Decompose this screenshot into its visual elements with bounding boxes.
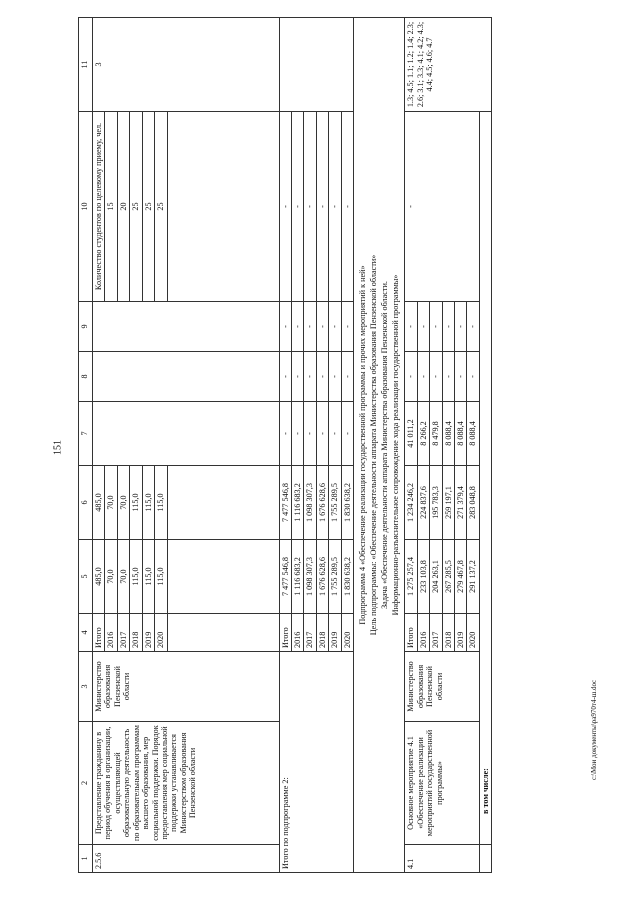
col-header: 1 bbox=[79, 845, 93, 873]
row-number: 2.5.6 bbox=[93, 845, 280, 873]
value-cell: - bbox=[279, 352, 291, 402]
value-cell: 8 266,2 bbox=[417, 402, 429, 466]
year-cell: 2017 bbox=[430, 614, 442, 652]
indicator-value: 20 bbox=[117, 112, 129, 302]
value-cell: 41 011,2 bbox=[405, 402, 417, 466]
value-cell: 283 048,8 bbox=[467, 466, 479, 540]
value-cell: 70,0 bbox=[105, 466, 117, 540]
executor: Министерство образования Пензенской области bbox=[405, 652, 480, 722]
value-cell: 1 234 246,2 bbox=[405, 466, 417, 540]
value-cell: - bbox=[329, 352, 341, 402]
value-cell: 7 477 546,8 bbox=[279, 540, 291, 614]
value-cell: - bbox=[341, 112, 353, 302]
value-cell: 115,0 bbox=[130, 466, 142, 540]
year-cell: 2020 bbox=[341, 614, 353, 652]
value-cell: 70,0 bbox=[117, 540, 129, 614]
value-cell: 233 103,8 bbox=[417, 540, 429, 614]
value-cell: - bbox=[341, 352, 353, 402]
including-label: в том числе: bbox=[479, 112, 491, 845]
value-cell: 1 116 683,2 bbox=[291, 466, 303, 540]
indicator-value: 25 bbox=[130, 112, 142, 302]
value-cell: 271 379,4 bbox=[455, 466, 467, 540]
link-cell: 1.3; 4.5; 1.1; 1.2; 1.4; 2.3; 2.6; 3.1; 3.3; 4.1; 4.2; 4.3; 4.4; 4.5; 4.6; 4.7 bbox=[405, 18, 492, 112]
subtotal-row bbox=[279, 18, 291, 873]
value-cell: - bbox=[405, 302, 417, 352]
indicator-value: 25 bbox=[155, 112, 167, 302]
year-cell: Итого bbox=[405, 614, 417, 652]
link-cell: 3 bbox=[93, 18, 280, 112]
value-cell bbox=[167, 540, 279, 614]
indicator-cell: - bbox=[405, 112, 480, 302]
value-cell: 8 088,4 bbox=[455, 402, 467, 466]
table-row bbox=[405, 18, 417, 873]
year-cell: 2018 bbox=[316, 614, 328, 652]
value-cell: 1 830 638,2 bbox=[341, 540, 353, 614]
value-cell: - bbox=[341, 302, 353, 352]
value-cell: - bbox=[467, 352, 479, 402]
value-cell: 279 467,8 bbox=[455, 540, 467, 614]
value-cell: - bbox=[304, 112, 316, 302]
value-cell: 195 783,3 bbox=[430, 466, 442, 540]
value-cell: 485,0 bbox=[93, 466, 105, 540]
col-header: 10 bbox=[79, 112, 93, 302]
subtotal-label: Итого по подпрограмме 2: bbox=[279, 652, 354, 873]
value-cell: 1 098 307,3 bbox=[304, 466, 316, 540]
value-cell: 1 676 628,6 bbox=[316, 540, 328, 614]
year-cell: 2016 bbox=[105, 614, 117, 652]
value-cell: 1 830 638,2 bbox=[341, 466, 353, 540]
col-header: 11 bbox=[79, 18, 93, 112]
value-cell: - bbox=[417, 352, 429, 402]
value-cell: - bbox=[304, 352, 316, 402]
value-cell: - bbox=[329, 402, 341, 466]
value-cell: 1 755 289,5 bbox=[329, 466, 341, 540]
executor: Министерство образования Пензенской области bbox=[93, 652, 280, 722]
subprogram-task: Задача «Обеспечение деятельности аппарата Министерства образования Пензенской области. bbox=[380, 281, 390, 609]
year-cell: 2019 bbox=[142, 614, 154, 652]
value-cell: 8 479,8 bbox=[430, 402, 442, 466]
value-cell: 267 285,5 bbox=[442, 540, 454, 614]
measure-name: Основное мероприятие 4.1 «Обеспечение реализации мероприятий государственной программы» bbox=[405, 722, 480, 845]
value-cell: 115,0 bbox=[142, 540, 154, 614]
year-cell: 2019 bbox=[455, 614, 467, 652]
value-cell: - bbox=[442, 302, 454, 352]
col-header: 2 bbox=[79, 722, 93, 845]
col-header: 8 bbox=[79, 352, 93, 402]
value-cell: - bbox=[316, 302, 328, 352]
col-header: 4 bbox=[79, 614, 93, 652]
value-cell: 115,0 bbox=[142, 466, 154, 540]
year-cell: 2020 bbox=[155, 614, 167, 652]
value-cell: - bbox=[316, 352, 328, 402]
subprogram-title: Подпрограмма 4 «Обеспечение реализации государственной программы и прочих мероприятий к ней» bbox=[358, 265, 368, 625]
link-cell bbox=[279, 18, 354, 112]
value-cell: 1 755 289,5 bbox=[329, 540, 341, 614]
value-cell: 8 088,4 bbox=[467, 402, 479, 466]
year-cell: 2017 bbox=[117, 614, 129, 652]
indicator-value: 25 bbox=[142, 112, 154, 302]
value-cell: - bbox=[279, 302, 291, 352]
subprogram-heading bbox=[354, 18, 405, 873]
col-header: 9 bbox=[79, 302, 93, 352]
value-cell bbox=[93, 302, 280, 352]
value-cell bbox=[167, 466, 279, 540]
value-cell: - bbox=[430, 302, 442, 352]
value-cell: - bbox=[417, 302, 429, 352]
value-cell: - bbox=[291, 112, 303, 302]
value-cell: 204 263,1 bbox=[430, 540, 442, 614]
year-cell: 2016 bbox=[291, 614, 303, 652]
value-cell: - bbox=[329, 112, 341, 302]
value-cell: - bbox=[442, 352, 454, 402]
year-cell bbox=[167, 614, 279, 652]
value-cell: - bbox=[291, 352, 303, 402]
table-row bbox=[479, 18, 491, 873]
value-cell: - bbox=[316, 402, 328, 466]
value-cell: - bbox=[341, 402, 353, 466]
value-cell: 115,0 bbox=[130, 540, 142, 614]
value-cell: 259 197,1 bbox=[442, 466, 454, 540]
value-cell: - bbox=[316, 112, 328, 302]
indicator-cell: Количество студентов по целевому приему, чел. bbox=[93, 112, 105, 302]
indicator-value bbox=[167, 112, 279, 302]
year-cell: 2018 bbox=[130, 614, 142, 652]
col-header: 3 bbox=[79, 652, 93, 722]
value-cell bbox=[93, 352, 280, 402]
col-header: 7 bbox=[79, 402, 93, 466]
value-cell: 7 477 546,8 bbox=[279, 466, 291, 540]
value-cell: 70,0 bbox=[105, 540, 117, 614]
year-cell: 2017 bbox=[304, 614, 316, 652]
year-cell: Итого bbox=[93, 614, 105, 652]
value-cell: 115,0 bbox=[155, 466, 167, 540]
value-cell: - bbox=[279, 112, 291, 302]
value-cell: 485,0 bbox=[93, 540, 105, 614]
year-cell: 2019 bbox=[329, 614, 341, 652]
subprogram-task-cont: Информационно-разъяснительное сопровождение хода реализации государственной программы» bbox=[391, 274, 401, 616]
value-cell: 224 837,6 bbox=[417, 466, 429, 540]
value-cell: - bbox=[291, 402, 303, 466]
subprogram-goal: Цель подпрограммы: «Обеспечение деятельности аппарата Министерства образования Пензенской области» bbox=[369, 254, 379, 636]
value-cell: - bbox=[405, 352, 417, 402]
value-cell: 1 116 683,2 bbox=[291, 540, 303, 614]
document-sheet bbox=[78, 18, 581, 873]
measure-name: Представление гражданину в период обучения в организации, осуществляющей образовательную деятельность по образовательным программам высшего образования, мер социальной поддержки. Порядок предоставления мер социальной поддержки устанавливается Министерством образования Пензенской области bbox=[93, 722, 280, 845]
value-cell: 1 098 307,3 bbox=[304, 540, 316, 614]
row-number: 4.1 bbox=[405, 845, 480, 873]
value-cell: - bbox=[291, 302, 303, 352]
year-cell: 2016 bbox=[417, 614, 429, 652]
col-header: 5 bbox=[79, 540, 93, 614]
value-cell: 8 088,4 bbox=[442, 402, 454, 466]
value-cell: - bbox=[455, 352, 467, 402]
footer-path: c:\Мои документы\ра970т4-ш.doc bbox=[590, 679, 598, 780]
value-cell: 70,0 bbox=[117, 466, 129, 540]
value-cell: - bbox=[329, 302, 341, 352]
col-header: 6 bbox=[79, 466, 93, 540]
table-row bbox=[93, 18, 105, 873]
value-cell: - bbox=[455, 302, 467, 352]
value-cell: - bbox=[304, 302, 316, 352]
page-number: 151 bbox=[52, 440, 64, 455]
header-row bbox=[79, 18, 93, 873]
value-cell: 115,0 bbox=[155, 540, 167, 614]
year-cell: 2020 bbox=[467, 614, 479, 652]
value-cell: - bbox=[430, 352, 442, 402]
year-cell: 2018 bbox=[442, 614, 454, 652]
value-cell: 291 137,2 bbox=[467, 540, 479, 614]
indicator-value: 15 bbox=[105, 112, 117, 302]
value-cell: - bbox=[467, 302, 479, 352]
value-cell bbox=[93, 402, 280, 466]
value-cell: - bbox=[279, 402, 291, 466]
program-table bbox=[78, 17, 492, 873]
value-cell: 1 275 257,4 bbox=[405, 540, 417, 614]
year-cell: Итого bbox=[279, 614, 291, 652]
value-cell: - bbox=[304, 402, 316, 466]
value-cell: 1 676 628,6 bbox=[316, 466, 328, 540]
